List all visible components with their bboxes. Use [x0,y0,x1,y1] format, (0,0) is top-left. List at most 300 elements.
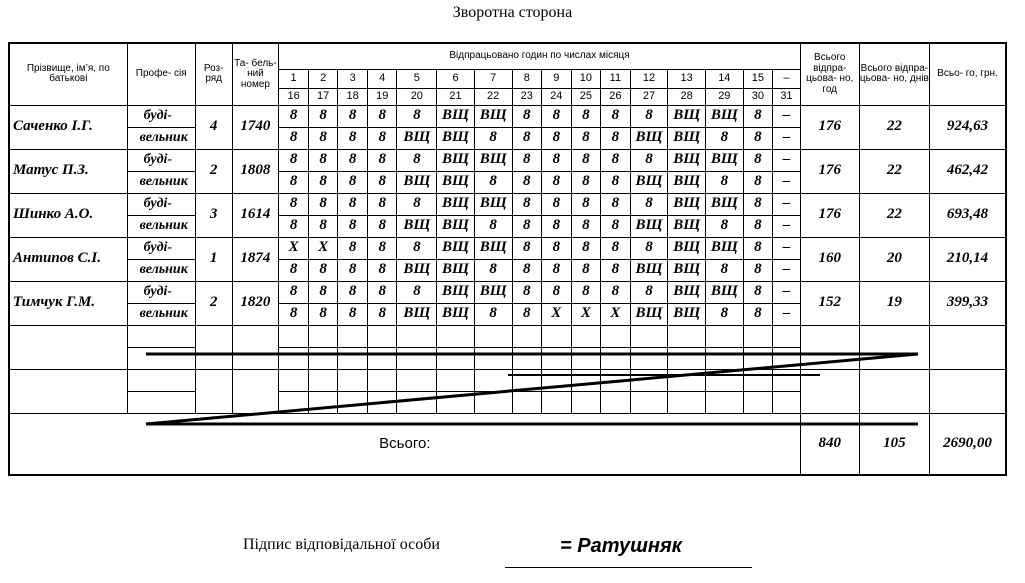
blank-cell [512,347,542,369]
employee-name: Тимчук Г.М. [9,281,127,325]
hours-cell: ВЩ [474,149,512,171]
blank-cell [542,325,572,347]
blank-cell [773,391,801,413]
header-profession: Профе- сія [127,43,195,105]
employee-total-hours: 176 [800,149,859,193]
employee-row-top [9,193,1006,215]
blank-cell [367,391,397,413]
hours-cell: 8 [308,215,338,237]
hours-cell: – [773,105,801,127]
hours-cell: 8 [512,259,542,281]
hours-cell: ВЩ [437,281,475,303]
header-day-bottom: 16 [279,88,309,105]
hours-cell: 8 [743,259,773,281]
blank-cell [127,369,195,391]
hours-cell: ВЩ [668,259,706,281]
hours-cell: 8 [338,215,368,237]
hours-cell: ВЩ [630,303,668,325]
employee-profession-line1: буді- [127,105,195,127]
hours-cell: 8 [397,105,437,127]
header-total-hours: Всього відпра- цьова- но, год [800,43,859,105]
blank-cell [773,325,801,347]
blank-cell [437,325,475,347]
blank-cell [127,391,195,413]
hours-cell: 8 [743,303,773,325]
employee-profession-line2: вельник [127,127,195,149]
employee-name: Саченко І.Г. [9,105,127,149]
header-day-top: 4 [367,69,397,88]
hours-cell: 8 [571,149,601,171]
hours-cell: 8 [542,259,572,281]
hours-cell: ВЩ [474,105,512,127]
hours-cell: ВЩ [397,259,437,281]
blank-cell [668,347,706,369]
header-day-top: 10 [571,69,601,88]
page-title: Зворотна сторона [452,4,573,21]
blank-cell [308,391,338,413]
hours-cell: 8 [571,127,601,149]
blank-cell [397,325,437,347]
hours-cell: 8 [308,193,338,215]
hours-cell: 8 [542,193,572,215]
employee-rank: 4 [195,105,232,149]
signature-value: = Ратушняк [560,535,682,557]
hours-cell: – [773,237,801,259]
hours-cell: 8 [367,193,397,215]
employee-total-hours: 176 [800,193,859,237]
hours-cell: ВЩ [437,127,475,149]
hours-cell: 8 [571,171,601,193]
header-hours-by-day: Відпрацьовано годин по числах місяця [279,43,800,69]
hours-cell: 8 [367,105,397,127]
timesheet-table-wrapper [8,42,1007,476]
header-day-top: 13 [668,69,706,88]
hours-cell: ВЩ [668,281,706,303]
hours-cell: 8 [367,281,397,303]
hours-cell: ВЩ [437,303,475,325]
blank-cell [474,391,512,413]
hours-cell: ВЩ [668,171,706,193]
hours-cell: 8 [279,171,309,193]
blank-cell [232,325,279,369]
hours-cell: 8 [601,149,631,171]
blank-cell [800,325,859,369]
blank-cell [668,369,706,391]
blank-cell [705,347,743,369]
blank-cell [542,391,572,413]
header-day-bottom: 26 [601,88,631,105]
hours-cell: 8 [512,281,542,303]
totals-days: 105 [859,413,929,475]
blank-cell [512,369,542,391]
hours-cell: 8 [397,237,437,259]
header-rank: Роз- ряд [195,43,232,105]
hours-cell: Х [571,303,601,325]
blank-cell [367,325,397,347]
hours-cell: ВЩ [668,193,706,215]
blank-cell [195,369,232,413]
blank-cell [367,369,397,391]
blank-cell [338,347,368,369]
hours-cell: 8 [308,105,338,127]
employee-profession-line2: вельник [127,303,195,325]
hours-cell: 8 [308,171,338,193]
employee-profession-line1: буді- [127,237,195,259]
hours-cell: 8 [705,171,743,193]
blank-cell [232,369,279,413]
hours-cell: 8 [338,171,368,193]
header-day-bottom: 19 [367,88,397,105]
hours-cell: ВЩ [474,193,512,215]
blank-cell [571,325,601,347]
hours-cell: ВЩ [437,149,475,171]
employee-total-days: 20 [859,237,929,281]
hours-cell: 8 [542,281,572,303]
hours-cell: 8 [338,149,368,171]
totals-label: Всього: [9,413,800,475]
blank-cell [668,391,706,413]
hours-cell: ВЩ [437,171,475,193]
hours-cell: 8 [542,171,572,193]
blank-cell [437,369,475,391]
hours-cell: – [773,281,801,303]
blank-cell [705,391,743,413]
hours-cell: ВЩ [437,259,475,281]
employee-row-top [9,281,1006,303]
hours-cell: ВЩ [437,237,475,259]
hours-cell: 8 [279,215,309,237]
employee-total-days: 22 [859,193,929,237]
hours-cell: ВЩ [668,105,706,127]
blank-cell [800,369,859,413]
employee-total-hours: 176 [800,105,859,149]
employee-rank: 2 [195,281,232,325]
hours-cell: 8 [601,105,631,127]
totals-sum: 2690,00 [930,413,1006,475]
hours-cell: 8 [512,237,542,259]
blank-cell [437,347,475,369]
blank-cell [668,325,706,347]
hours-cell: 8 [308,259,338,281]
hours-cell: 8 [367,171,397,193]
blank-cell [338,391,368,413]
hours-cell: 8 [512,105,542,127]
hours-cell: 8 [705,303,743,325]
hours-cell: 8 [743,193,773,215]
hours-cell: 8 [571,281,601,303]
hours-cell: ВЩ [397,303,437,325]
blank-cell [630,391,668,413]
employee-total-sum: 462,42 [930,149,1006,193]
header-day-top: 6 [437,69,475,88]
hours-cell: 8 [571,259,601,281]
header-day-bottom: 20 [397,88,437,105]
blank-cell [474,347,512,369]
employee-profession-line1: буді- [127,149,195,171]
hours-cell: 8 [630,193,668,215]
blank-cell [279,325,309,347]
hours-cell: 8 [542,127,572,149]
hours-cell: 8 [512,149,542,171]
hours-cell: ВЩ [705,149,743,171]
header-day-top: 1 [279,69,309,88]
header-total-sum: Всьо- го, грн. [930,43,1006,105]
hours-cell: – [773,259,801,281]
hours-cell: 8 [601,193,631,215]
signature-label: Підпис відповідальної особи [243,536,440,553]
hours-cell: 8 [705,215,743,237]
hours-cell: ВЩ [668,303,706,325]
hours-cell: ВЩ [668,237,706,259]
hours-cell: 8 [367,237,397,259]
hours-cell: 8 [397,193,437,215]
hours-cell: 8 [308,303,338,325]
employee-total-sum: 210,14 [930,237,1006,281]
hours-cell: 8 [512,127,542,149]
hours-cell: 8 [705,259,743,281]
hours-cell: 8 [601,127,631,149]
blank-cell [338,369,368,391]
totals-hours: 840 [800,413,859,475]
hours-cell: 8 [743,281,773,303]
header-day-top: – [773,69,801,88]
hours-cell: 8 [397,149,437,171]
hours-cell: 8 [367,303,397,325]
hours-cell: Х [542,303,572,325]
hours-cell: 8 [512,193,542,215]
header-day-top: 5 [397,69,437,88]
hours-cell: 8 [571,193,601,215]
hours-cell: 8 [743,149,773,171]
employee-total-days: 19 [859,281,929,325]
employee-tab-number: 1808 [232,149,279,193]
hours-cell: 8 [474,171,512,193]
employee-profession-line2: вельник [127,215,195,237]
hours-cell: 8 [743,171,773,193]
hours-cell: ВЩ [630,171,668,193]
employee-name: Антипов С.І. [9,237,127,281]
employee-total-days: 22 [859,149,929,193]
blank-cell [859,369,929,413]
blank-cell [195,325,232,369]
blank-name-cell [9,369,127,413]
employee-profession-line1: буді- [127,281,195,303]
blank-row [9,325,1006,347]
hours-cell: ВЩ [630,127,668,149]
hours-cell: 8 [367,127,397,149]
header-day-bottom: 23 [512,88,542,105]
hours-cell: 8 [308,149,338,171]
employee-total-hours: 160 [800,237,859,281]
hours-cell: 8 [630,105,668,127]
employee-name: Шинко А.О. [9,193,127,237]
hours-cell: ВЩ [397,127,437,149]
blank-cell [571,369,601,391]
header-day-top: 9 [542,69,572,88]
employee-row-top [9,149,1006,171]
hours-cell: 8 [308,127,338,149]
blank-cell [397,391,437,413]
employee-tab-number: 1740 [232,105,279,149]
employee-total-sum: 693,48 [930,193,1006,237]
hours-cell: 8 [338,127,368,149]
blank-cell [571,391,601,413]
header-day-bottom: 22 [474,88,512,105]
header-day-top: 2 [308,69,338,88]
hours-cell: 8 [338,105,368,127]
hours-cell: 8 [512,303,542,325]
hours-cell: 8 [601,171,631,193]
employee-profession-line2: вельник [127,171,195,193]
blank-cell [930,369,1006,413]
blank-cell [542,347,572,369]
hours-cell: 8 [743,127,773,149]
hours-cell: 8 [601,281,631,303]
blank-cell [743,347,773,369]
header-day-bottom: 27 [630,88,668,105]
hours-cell: 8 [338,303,368,325]
hours-cell: 8 [308,281,338,303]
blank-cell [512,391,542,413]
hours-cell: 8 [367,149,397,171]
header-row [9,43,1006,69]
hours-cell: 8 [512,171,542,193]
blank-cell [542,369,572,391]
blank-cell [601,369,631,391]
blank-cell [630,325,668,347]
hours-cell: 8 [601,237,631,259]
blank-cell [930,325,1006,369]
hours-cell: 8 [279,193,309,215]
blank-cell [743,391,773,413]
blank-cell [308,325,338,347]
hours-cell: 8 [512,215,542,237]
blank-cell [437,391,475,413]
hours-cell: 8 [571,215,601,237]
blank-cell [474,369,512,391]
header-day-top: 12 [630,69,668,88]
header-day-top: 11 [601,69,631,88]
header-day-top: 7 [474,69,512,88]
hours-cell: ВЩ [705,193,743,215]
totals-row [9,413,1006,475]
hours-cell: 8 [367,215,397,237]
blank-cell [308,347,338,369]
hours-cell: ВЩ [437,105,475,127]
hours-cell: 8 [474,303,512,325]
hours-cell: 8 [474,259,512,281]
header-day-bottom: 25 [571,88,601,105]
hours-cell: 8 [571,237,601,259]
blank-cell [397,369,437,391]
employee-total-sum: 399,33 [930,281,1006,325]
blank-name-cell [9,325,127,369]
blank-cell [773,369,801,391]
hours-cell: 8 [367,259,397,281]
hours-cell: 8 [397,281,437,303]
blank-cell [279,369,309,391]
header-day-bottom: 31 [773,88,801,105]
hours-cell: ВЩ [437,215,475,237]
hours-cell: 8 [630,149,668,171]
blank-cell [308,369,338,391]
hours-cell: ВЩ [668,149,706,171]
blank-cell [630,347,668,369]
employee-name: Матус П.З. [9,149,127,193]
blank-cell [601,391,631,413]
blank-cell [279,391,309,413]
hours-cell: ВЩ [437,193,475,215]
blank-cell [773,347,801,369]
blank-cell [630,369,668,391]
header-day-bottom: 18 [338,88,368,105]
blank-cell [279,347,309,369]
blank-cell [859,325,929,369]
hours-cell: – [773,303,801,325]
hours-cell: 8 [542,149,572,171]
blank-cell [705,325,743,347]
hours-cell: 8 [279,127,309,149]
hours-cell: 8 [630,237,668,259]
header-day-top: 3 [338,69,368,88]
hours-cell: 8 [474,127,512,149]
blank-cell [705,369,743,391]
hours-cell: ВЩ [705,281,743,303]
header-day-top: 14 [705,69,743,88]
header-day-bottom: 24 [542,88,572,105]
blank-cell [367,347,397,369]
blank-cell [338,325,368,347]
header-day-bottom: 21 [437,88,475,105]
employee-row-top [9,105,1006,127]
hours-cell: 8 [542,237,572,259]
hours-cell: 8 [542,105,572,127]
hours-cell: 8 [338,281,368,303]
header-day-top: 15 [743,69,773,88]
hours-cell: ВЩ [397,171,437,193]
blank-row [9,369,1006,391]
hours-cell: 8 [601,215,631,237]
hours-cell: 8 [630,281,668,303]
hours-cell: 8 [279,105,309,127]
hours-cell: 8 [279,281,309,303]
blank-cell [601,347,631,369]
employee-total-sum: 924,63 [930,105,1006,149]
employee-profession-line2: вельник [127,259,195,281]
hours-cell: 8 [279,259,309,281]
blank-cell [512,325,542,347]
signature-line [505,567,752,568]
blank-cell [743,369,773,391]
timesheet-table [8,42,1007,476]
hours-cell: – [773,127,801,149]
hours-cell: ВЩ [705,105,743,127]
hours-cell: 8 [743,215,773,237]
hours-cell: – [773,215,801,237]
employee-tab-number: 1614 [232,193,279,237]
hours-cell: 8 [705,127,743,149]
hours-cell: 8 [474,215,512,237]
hours-cell: ВЩ [474,281,512,303]
hours-cell: 8 [601,259,631,281]
hours-cell: 8 [338,193,368,215]
employee-rank: 2 [195,149,232,193]
hours-cell: – [773,149,801,171]
hours-cell: 8 [571,105,601,127]
header-day-bottom: 17 [308,88,338,105]
hours-cell: Х [308,237,338,259]
hours-cell: 8 [338,259,368,281]
